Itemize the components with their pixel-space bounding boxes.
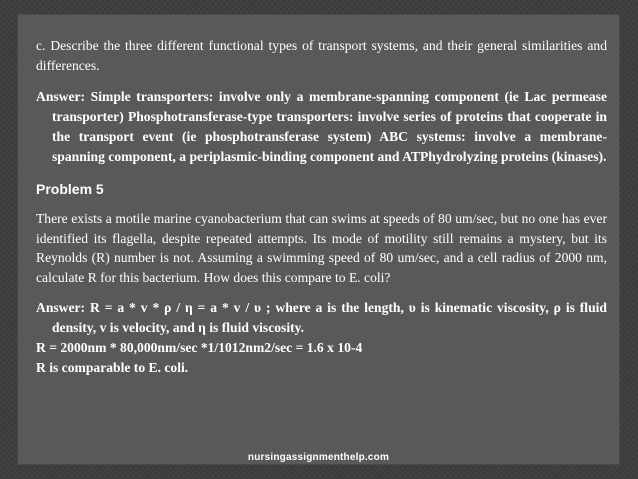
conclusion-line: R is comparable to E. coli.	[36, 360, 189, 375]
calculation-line: R = 2000nm * 80,000nm/sec *1/1012nm2/sec = 1.6 x 10-4	[36, 340, 363, 355]
problem-text: There exists a motile marine cyanobacterium that can swims at speeds of 80 um/sec, but no one has ever identified its flagella, despite repeated attempts. Its mode of motility still remains a mystery, but its Reynolds (R) number is not. Assuming a swimming speed of 80 um/sec, and a cell radius of 2000 nm, calculate R for this bacterium. How does this compare to E. coli?	[36, 211, 607, 285]
problem-heading: Problem 5	[36, 181, 104, 197]
footer-url: nursingassignmenthelp.com	[247, 452, 390, 463]
slide-panel	[18, 15, 619, 464]
question-c: c. Describe the three different functional types of transport systems, and their general similarities and differences.	[36, 38, 607, 73]
answer-c: Answer: Simple transporters: involve only a membrane-spanning component (ie Lac permease transporter) Phosphotransferase-type transporters: involve series of proteins that cooperate in the transport event (ie phosphotransferase system) ABC systems: involve a membrane-spanning component, a periplasmic-binding component and ATPhydrolyzing proteins (kinases).	[36, 89, 607, 164]
answer-5: Answer: R = a * v * ρ / η = a * v / υ ; where a is the length, υ is kinematic viscosity, ρ is fluid density, v is velocity, and η is fluid viscosity.	[36, 300, 607, 335]
